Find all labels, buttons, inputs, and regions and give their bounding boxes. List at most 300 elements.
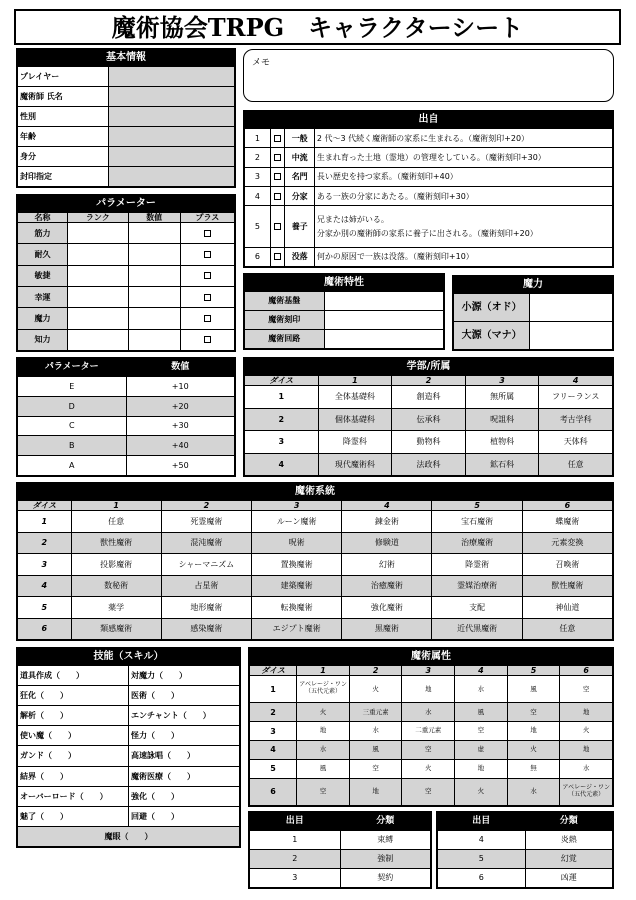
origin-description-line: 兄または姉がいる。 [316,214,389,224]
origin-row [245,186,613,205]
faculty-cell: 天体科 [539,431,613,453]
attr-row [250,759,613,778]
param-row [18,223,235,244]
origin-description [314,206,612,247]
basic-value[interactable] [109,67,235,87]
attr-cell: 地 [507,722,560,741]
rank-row [18,456,235,476]
param-plus [180,244,234,265]
attr-cell: 二重元素 [402,722,455,741]
checkbox[interactable] [204,336,211,343]
faculty-dice: 4 [245,453,319,475]
attr-row [250,778,613,805]
param-col-header: プラス [180,213,234,223]
class-row [438,831,613,850]
faculty-col-header: 1 [318,376,392,386]
faculty-cell: 伝承科 [392,408,466,430]
attr-cell: 空 [402,778,455,805]
attr-cell: 地 [455,759,508,778]
class-col-header: 出目 [250,813,341,831]
attr-cell: 火 [349,676,402,703]
attr-col-header: 5 [507,666,560,676]
class-col-header: 分類 [525,813,613,831]
attr-dice: 3 [250,722,297,741]
origin-description [314,167,612,186]
trait-label: 魔術回路 [245,330,325,349]
origin-row [245,129,613,148]
attribute-header: 魔術属性 [249,648,613,665]
param-rank[interactable] [67,244,128,265]
attr-cell: 火 [297,703,350,722]
trait-value[interactable] [324,292,443,311]
lineage-cell: 黒魔術 [342,618,432,639]
checkbox[interactable] [274,193,281,200]
param-value[interactable] [128,223,180,244]
power-row [454,322,613,350]
basic-label: プレイヤー [18,67,109,87]
lineage-col-header: ダイス [18,501,72,511]
attr-cell: 火 [455,778,508,805]
class-row [250,831,431,850]
skill-row [18,666,240,686]
class-table-right [436,811,614,889]
lineage-cell: 錬金術 [342,511,432,532]
lineage-cell: 近代黒魔術 [432,618,522,639]
origin-check [270,167,285,186]
faculty-row [245,386,613,408]
origin-description-line: 長い歴史を持つ家系。（魔術刻印+40） [316,172,458,182]
faculty-cell: 個体基礎科 [318,408,392,430]
rank-letter: E [18,377,127,397]
faculty-row [245,431,613,453]
skill-cell[interactable]: 結界（ ） [18,766,129,786]
basic-row [18,87,235,107]
memo-box[interactable] [243,49,614,102]
origin-number: 2 [245,148,271,167]
param-value[interactable] [128,329,180,350]
lineage-cell: 感染魔術 [161,618,251,639]
memo-label: メモ [252,58,271,68]
attr-cell: 地 [402,676,455,703]
basic-label: 魔術師 氏名 [18,87,109,107]
origin-row [245,167,613,186]
checkbox[interactable] [204,294,211,301]
attr-col-header: ダイス [250,666,297,676]
attr-cell: 地 [297,722,350,741]
attr-cell: アベレージ・ワン（五代元素） [297,676,350,703]
attr-cell: 空 [297,778,350,805]
class-row [438,869,613,888]
param-value[interactable] [128,244,180,265]
class-roll: 6 [438,869,526,888]
trait-label: 魔術刻印 [245,311,325,330]
faculty-header: 学部/所属 [244,358,613,375]
basic-value[interactable] [109,87,235,107]
param-plus [180,287,234,308]
class-table-left [248,811,432,889]
attr-dice: 5 [250,759,297,778]
lineage-cell: 数秘術 [71,575,161,596]
attr-cell: 火 [560,722,613,741]
lineage-dice: 5 [18,597,72,618]
origin-row [245,148,613,167]
class-col-header: 出目 [438,813,526,831]
title-box [14,9,621,45]
checkbox[interactable] [204,230,211,237]
origin-check [270,148,285,167]
class-col-header: 分類 [340,813,431,831]
faculty-col-header: 4 [539,376,613,386]
skill-row [18,686,240,706]
lineage-cell: 神仙道 [522,597,612,618]
param-row [18,287,235,308]
basic-value[interactable] [109,127,235,147]
lineage-cell: 投影魔術 [71,554,161,575]
lineage-cell: 置換魔術 [252,554,342,575]
lineage-cell: 幻術 [342,554,432,575]
lineage-cell: 獣性魔術 [71,532,161,553]
lineage-row [18,532,613,553]
param-row [18,265,235,286]
skill-row [18,766,240,786]
faculty-cell: 呪詛科 [465,408,539,430]
faculty-col-header: 3 [465,376,539,386]
faculty-cell: 植物科 [465,431,539,453]
skill-cell[interactable]: 医術（ ） [129,686,240,706]
origin-number: 1 [245,129,271,148]
skill-cell[interactable]: オーバーロード（ ） [18,786,129,806]
param-col-header: 名称 [18,213,68,223]
origin-description-line: 2 代～3 代続く魔術師の家系に生まれる。（魔術刻印+20） [316,133,530,143]
faculty-cell: 法政科 [392,453,466,475]
faculty-section [243,357,614,477]
origin-name: 中流 [285,148,314,167]
param-rank[interactable] [67,223,128,244]
skill-cell[interactable]: 解析（ ） [18,706,129,726]
skill-row [18,746,240,766]
origin-description [314,148,612,167]
skill-cell[interactable]: 道具作成（ ） [18,666,129,686]
param-rank[interactable] [67,265,128,286]
faculty-dice: 3 [245,431,319,453]
param-rank[interactable] [67,308,128,329]
lineage-cell: 混沌魔術 [161,532,251,553]
attr-col-header: 1 [297,666,350,676]
attr-col-header: 3 [402,666,455,676]
lineage-cell: 蝶魔術 [522,511,612,532]
faculty-cell: 鉱石科 [465,453,539,475]
param-name: 筋力 [18,223,68,244]
rank-letter: D [18,396,127,416]
lineage-cell: ルーン魔術 [252,511,342,532]
rank-table [16,357,236,477]
param-value[interactable] [128,265,180,286]
lineage-cell: 修験道 [342,532,432,553]
attr-cell: 地 [349,778,402,805]
power-label: 小源（オド） [454,294,530,322]
basic-row [18,67,235,87]
skills-section [16,647,241,848]
faculty-cell: 降霊科 [318,431,392,453]
origin-check [270,129,285,148]
rank-row [18,436,235,456]
attr-col-header: 4 [455,666,508,676]
faculty-row [245,453,613,475]
class-row [250,850,431,869]
power-value[interactable] [530,294,613,322]
lineage-cell: 任意 [522,618,612,639]
param-col-header: 数値 [128,213,180,223]
skill-row [18,786,240,806]
skills-header: 技能（スキル） [17,648,240,665]
origin-name: 名門 [285,167,314,186]
lineage-cell: エジプト魔術 [252,618,342,639]
skill-row [18,826,240,846]
origin-section [243,110,614,268]
rank-letter: B [18,436,127,456]
class-row [438,850,613,869]
skill-cell[interactable]: 対魔力（ ） [129,666,240,686]
faculty-col-header: 2 [392,376,466,386]
origin-row [245,206,613,247]
skill-cell[interactable]: エンチャント（ ） [129,706,240,726]
lineage-cell: シャーマニズム [161,554,251,575]
faculty-cell: 動物科 [392,431,466,453]
trait-row [245,311,444,330]
faculty-cell: 任意 [539,453,613,475]
class-roll: 5 [438,850,526,869]
lineage-cell: 召喚術 [522,554,612,575]
lineage-cell: 類感魔術 [71,618,161,639]
attr-cell: 地 [560,703,613,722]
checkbox[interactable] [274,135,281,142]
attr-cell: 無 [507,759,560,778]
attr-row [250,722,613,741]
class-roll: 2 [250,850,341,869]
attr-cell: 空 [455,722,508,741]
lineage-cell: 転換魔術 [252,597,342,618]
attr-cell: 水 [560,759,613,778]
attr-cell: 風 [297,759,350,778]
power-row [454,294,613,322]
attr-cell: 三重元素 [349,703,402,722]
basic-info-header: 基本情報 [17,49,235,66]
checkbox[interactable] [204,251,211,258]
skill-cell[interactable]: 強化（ ） [129,786,240,806]
attr-dice: 6 [250,778,297,805]
class-roll: 4 [438,831,526,850]
page-title: 魔術協会TRPG キャラクターシート [111,13,524,42]
skill-cell[interactable]: 狂化（ ） [18,686,129,706]
lineage-dice: 6 [18,618,72,639]
lineage-col-header: 4 [342,501,432,511]
origin-description-line: ある一族の分家にあたる。（魔術刻印+30） [316,191,474,201]
origin-number: 4 [245,186,271,205]
power-label: 大源（マナ） [454,322,530,350]
parameter-section [16,194,236,352]
lineage-row [18,618,613,639]
lineage-cell: 治癒魔術 [342,575,432,596]
trait-label: 魔術基盤 [245,292,325,311]
lineage-col-header: 1 [71,501,161,511]
origin-description-line: 何かの原因で一族は没落。（魔術刻印+10） [316,252,474,262]
rank-value: +30 [126,416,235,436]
class-name: 強制 [340,850,431,869]
param-col-header: ランク [67,213,128,223]
lineage-cell: 薬学 [71,597,161,618]
attr-cell: 水 [349,722,402,741]
basic-value[interactable] [109,167,235,187]
skill-cell[interactable]: 回避（ ） [129,806,240,826]
lineage-row [18,597,613,618]
origin-header: 出自 [244,111,613,128]
attr-dice: 2 [250,703,297,722]
attr-cell: 風 [349,741,402,760]
basic-row [18,147,235,167]
skill-row [18,706,240,726]
skill-cell[interactable]: 使い魔（ ） [18,726,129,746]
checkbox[interactable] [274,173,281,180]
trait-row [245,292,444,311]
checkbox[interactable] [274,223,281,230]
rank-col-header: 数値 [126,359,235,377]
trait-value[interactable] [324,311,443,330]
faculty-cell: 無所属 [465,386,539,408]
skill-cell[interactable]: 怪力（ ） [129,726,240,746]
checkbox[interactable] [204,315,211,322]
rank-letter: C [18,416,127,436]
skill-row [18,726,240,746]
skill-cell[interactable]: 魔眼（ ） [18,826,240,846]
param-row [18,308,235,329]
faculty-cell: フリーランス [539,386,613,408]
trait-row [245,330,444,349]
checkbox[interactable] [204,272,211,279]
basic-value[interactable] [109,147,235,167]
skill-cell[interactable]: 高速詠唱（ ） [129,746,240,766]
lineage-cell: 宝石魔術 [432,511,522,532]
lineage-row [18,511,613,532]
lineage-cell: 強化魔術 [342,597,432,618]
attr-cell: 風 [507,676,560,703]
skill-cell[interactable]: 魅了（ ） [18,806,129,826]
attr-dice: 4 [250,741,297,760]
skill-cell[interactable]: 魔術医療（ ） [129,766,240,786]
power-value[interactable] [530,322,613,350]
magic-power-section [452,275,614,351]
lineage-cell: 支配 [432,597,522,618]
attr-dice: 1 [250,676,297,703]
faculty-col-header: ダイス [245,376,319,386]
lineage-cell: 霊媒治療術 [432,575,522,596]
attr-cell: 水 [297,741,350,760]
magic-power-header: 魔力 [453,276,613,293]
trait-value[interactable] [324,330,443,349]
checkbox[interactable] [274,154,281,161]
attr-col-header: 6 [560,666,613,676]
origin-description [314,247,612,266]
param-plus [180,265,234,286]
origin-check [270,206,285,247]
class-name: 幻覚 [525,850,613,869]
rank-letter: A [18,456,127,476]
class-name: 契約 [340,869,431,888]
lineage-col-header: 6 [522,501,612,511]
basic-value[interactable] [109,107,235,127]
lineage-cell: 死霊魔術 [161,511,251,532]
attr-cell: 空 [507,703,560,722]
parameter-header: パラメーター [17,195,235,212]
attr-cell: 空 [560,676,613,703]
faculty-dice: 2 [245,408,319,430]
basic-info-section [16,48,236,188]
origin-description [314,186,612,205]
lineage-cell: 呪術 [252,532,342,553]
rank-row [18,416,235,436]
class-name: 束縛 [340,831,431,850]
lineage-dice: 3 [18,554,72,575]
origin-description-line: 分家か別の魔術師の家系に養子に出される。（魔術刻印+20） [316,228,538,238]
param-name: 幸運 [18,287,68,308]
attr-col-header: 2 [349,666,402,676]
faculty-dice: 1 [245,386,319,408]
param-rank[interactable] [67,329,128,350]
rank-col-header: パラメーター [18,359,127,377]
attr-cell: 火 [507,741,560,760]
faculty-cell: 全体基礎科 [318,386,392,408]
attr-row [250,703,613,722]
attr-cell: 虚 [455,741,508,760]
rank-value: +40 [126,436,235,456]
param-value[interactable] [128,287,180,308]
magic-trait-header: 魔術特性 [244,274,444,291]
attr-row [250,741,613,760]
lineage-col-header: 3 [252,501,342,511]
class-row [250,869,431,888]
attr-cell: 水 [402,703,455,722]
param-name: 魔力 [18,308,68,329]
skill-row [18,806,240,826]
rank-row [18,377,235,397]
lineage-row [18,575,613,596]
param-name: 敏捷 [18,265,68,286]
lineage-cell: 地形魔術 [161,597,251,618]
basic-label: 封印指定 [18,167,109,187]
param-value[interactable] [128,308,180,329]
lineage-dice: 4 [18,575,72,596]
attr-cell: 空 [349,759,402,778]
basic-row [18,167,235,187]
lineage-dice: 2 [18,532,72,553]
lineage-cell: 任意 [71,511,161,532]
param-plus [180,223,234,244]
lineage-header: 魔術系統 [17,483,613,500]
checkbox[interactable] [274,253,281,260]
rank-row [18,396,235,416]
origin-description-line: 生まれ育った土地（霊地）の管理をしている。（魔術刻印+30） [316,152,546,162]
attribute-section [248,647,614,807]
class-name: 炎熱 [525,831,613,850]
skill-cell[interactable]: ガンド（ ） [18,746,129,766]
faculty-cell: 現代魔術科 [318,453,392,475]
attr-cell: 火 [402,759,455,778]
basic-label: 身分 [18,147,109,167]
attr-cell: 空 [402,741,455,760]
rank-value: +50 [126,456,235,476]
param-rank[interactable] [67,287,128,308]
param-name: 知力 [18,329,68,350]
lineage-section [16,482,614,641]
